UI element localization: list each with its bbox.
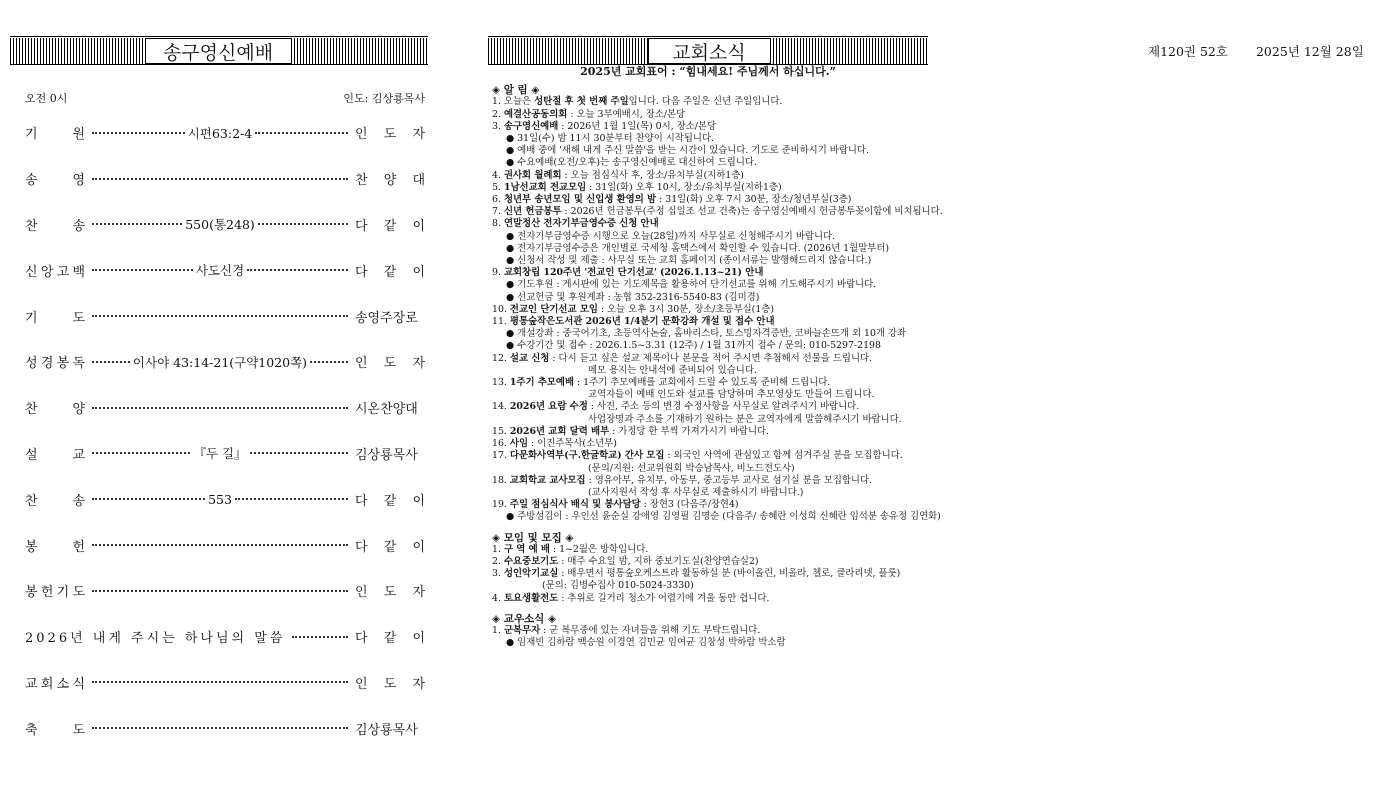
worship-item-detail: 553	[208, 491, 232, 507]
news-item-title: 다문화사역부(구.한글학교) 간사 모집	[509, 450, 665, 462]
news-item-number: 3.	[492, 120, 504, 132]
news-item	[492, 377, 924, 389]
news-item	[492, 109, 924, 121]
news-item	[492, 170, 924, 182]
worship-item-leader: 인 도 자	[355, 585, 425, 601]
worship-item-label: 축 도	[25, 722, 85, 738]
news-item-title: 평통숲작은도서관 2026년 1/4분기 문화강좌 개설 및 접수 안내	[509, 316, 775, 328]
news-item	[492, 316, 924, 328]
news-item	[492, 556, 924, 568]
news-item-number: 10.	[492, 303, 510, 315]
news-item-number: 11.	[492, 316, 510, 328]
news-item	[492, 206, 943, 218]
worship-item-label: 송 영	[25, 173, 85, 189]
worship-row	[25, 110, 425, 156]
news-item-text: : 31일(화) 오후 7시 30분, 장소/청년부실(3층)	[656, 194, 852, 206]
news-item-number: 4.	[492, 592, 504, 604]
worship-item-label: 성 경 봉 독	[25, 356, 85, 372]
news-item-text: : 1주기 추모예배를 교회에서 드릴 수 있도록 준비해 드립니다.	[574, 377, 831, 389]
news-item-title: 구 역 예 배	[503, 543, 550, 555]
worship-item-label: 2026년 내게 주시는 하나님의 말씀	[25, 631, 286, 647]
section-announcements: ◈ 알 림 ◈	[492, 84, 540, 97]
worship-item-label: 봉 헌 기 도	[25, 585, 85, 601]
news-title: 교회소식	[672, 41, 746, 64]
news-item	[492, 304, 924, 316]
news-item-number: 13.	[492, 377, 510, 389]
news-item-text: : 외국인 사역에 관심있고 함께 섬겨주실 분을 모집합니다.	[664, 450, 903, 462]
news-item-text: : 배우면서 평통숲오케스트라 활동하실 분 (바이올린, 비올라, 첼로, 클라리넷, 플룻)	[558, 568, 901, 580]
worship-item-leader: 다 같 이	[355, 218, 425, 234]
worship-item-leader: 김상룡목사	[355, 722, 418, 738]
news-item-text: : 추위로 길거리 청소가 어렵기에 겨울 동안 쉽니다.	[558, 592, 770, 604]
news-item-title: 예결산공동의회	[503, 108, 568, 120]
news-item	[492, 353, 924, 365]
worship-item-detail: 시편63:2-4	[187, 125, 253, 141]
worship-item-label: 신 앙 고 백	[25, 264, 85, 280]
news-item-number: 2.	[492, 555, 504, 567]
news-subitem: ● 예배 중에 '새해 내게 주신 말씀'을 받는 시간이 있습니다. 기도로 준비하시기 바랍니다.	[506, 145, 869, 157]
news-item	[492, 593, 924, 605]
worship-item-label: 찬 송	[25, 493, 85, 509]
worship-title: 송구영신예배	[162, 41, 274, 64]
worship-row	[25, 156, 425, 202]
news-item-text: : 2026년 1월 1일(목) 0시, 장소/본당	[558, 120, 717, 132]
news-item	[492, 121, 924, 133]
news-item	[492, 96, 924, 108]
worship-item-leader: 찬 양 대	[355, 173, 425, 189]
worship-row	[25, 568, 425, 614]
worship-item-detail: 550(통248)	[185, 217, 255, 233]
news-continuation: 메모 용지는 안내석에 준비되어 있습니다.	[588, 364, 757, 376]
news-item	[492, 182, 924, 194]
news-item	[492, 194, 924, 206]
worship-row	[25, 293, 425, 339]
news-item-title: 1남선교회 전교모임	[503, 181, 587, 193]
news-item-title: 주일 점심식사 배식 및 봉사담당	[509, 499, 641, 511]
news-subitem: ● 전자기부금영수증 시행으로 오늘(28일)까지 사무실로 신청해주시기 바랍니다.	[506, 230, 836, 242]
news-item-text: : 이진주목사(소년부)	[528, 438, 617, 450]
news-item-title: 교회창립 120주년 '전교인 단기선교' (2026.1.13~21) 안내	[503, 267, 764, 279]
news-item-title: 2026년 교회 달력 배부	[509, 425, 610, 437]
worship-row	[25, 247, 425, 293]
worship-item-label: 봉 헌	[25, 539, 85, 555]
worship-item-detail: 이사야 43:14-21(구약1020쪽)	[132, 354, 308, 370]
news-subitem: ● 개설강좌 : 중국어기초, 초등역사논술, 홈바리스타, 토스밍자격증반, 코바늘손뜨개 외 10개 강좌	[506, 328, 907, 340]
news-item	[492, 499, 924, 511]
news-subitem: ● 전자기부금영수증은 개인별로 국세청 홈택스에서 확인할 수 있습니다. (2026년 1월말부터)	[506, 242, 890, 254]
news-subitem: ● 수강기간 및 접수 : 2026.1.5~3.31 (12주) / 1월 31까지 접수 / 문의: 010-5297-2198	[506, 340, 881, 352]
worship-row	[25, 431, 425, 477]
news-item-text: : 오늘 오후 3시 30분, 장소/초등부실(1층)	[597, 303, 775, 315]
news-item-number: 19.	[492, 499, 510, 511]
news-item-number: 6.	[492, 194, 504, 206]
news-item-title: 청년부 송년모임 및 신입생 환영의 밤	[503, 194, 657, 206]
worship-row	[25, 705, 425, 751]
bulletin-day: 2025년 12월 28일	[1255, 44, 1364, 59]
worship-item-leader: 다 같 이	[355, 631, 425, 647]
news-continuation: 사업장명과 주소를 기재하기 원하는 분은 교역자에게 말씀해주시기 바랍니다.	[588, 413, 902, 425]
news-item-title: 연말정산 전자기부금영수증 신청 안내	[503, 218, 659, 230]
service-time: 오전 0시	[25, 92, 68, 105]
news-item-text: : 오늘 3부예배시, 장소/본당	[567, 108, 686, 120]
news-continuation: (교사지원서 작성 후 사무실로 제출하시기 바랍니다.)	[588, 486, 804, 498]
news-item-text: : 영유아부, 유치부, 아동부, 중고등부 교사로 섬기실 분을 모집합니다.	[585, 474, 873, 486]
worship-row	[25, 385, 425, 431]
news-continuation: (문의: 김병수집사 010-5024-3330)	[542, 580, 694, 592]
news-item-number: 15.	[492, 425, 510, 437]
news-item	[492, 450, 924, 462]
news-item-number: 4.	[492, 169, 504, 181]
news-item-number: 17.	[492, 450, 510, 462]
worship-row	[25, 339, 425, 385]
news-item-title: 토요생활전도	[503, 592, 559, 604]
news-item-title: 송구영신예배	[503, 120, 559, 132]
section-member-news: ◈ 교우소식 ◈	[492, 612, 557, 625]
section-meetings: ◈ 모임 및 모집 ◈	[492, 531, 574, 544]
news-subitem: ● 31일(수) 밤 11시 30분부터 찬양이 시작됩니다.	[506, 133, 714, 145]
news-item-title: 권사회 월례회	[503, 169, 562, 181]
news-item-number: 8.	[492, 218, 504, 230]
worship-item-leader: 김상룡목사	[355, 447, 418, 463]
worship-row	[25, 522, 425, 568]
worship-item-leader: 송영주장로	[355, 310, 418, 326]
news-item-text: : 매주 수요일 밤, 지하 중보기도실(찬양연습실2)	[558, 555, 759, 567]
news-item-title: 교회학교 교사모집	[509, 474, 586, 486]
church-news	[492, 65, 943, 649]
volume-number: 제120권 52호	[1148, 44, 1228, 59]
news-item-number: 7.	[492, 206, 504, 218]
news-item	[492, 218, 924, 230]
church-motto: 2025년 교회표어 : “힘내세요! 주님께서 하십니다.”	[580, 65, 836, 78]
news-item-number: 2.	[492, 108, 504, 120]
news-item-number: 12.	[492, 352, 510, 364]
news-item-number: 9.	[492, 267, 504, 279]
news-subitem: ● 기도후원 : 게시판에 있는 기도제목을 활용하여 단기선교를 위해 기도해주시기 바랍니다.	[506, 279, 877, 291]
worship-item-label: 찬 양	[25, 402, 85, 418]
news-item	[492, 568, 924, 580]
worship-item-leader: 다 같 이	[355, 539, 425, 555]
news-item-title: 신년 헌금봉투	[503, 206, 562, 218]
worship-item-leader: 다 같 이	[355, 493, 425, 509]
news-item	[492, 475, 924, 487]
news-item	[492, 625, 924, 637]
news-item-text: : 사진, 주소 등의 변경 수정사항을 사무실로 알려주시기 바랍니다.	[587, 401, 860, 413]
news-item-number: 14.	[492, 401, 510, 413]
worship-item-detail: 『두 길』	[193, 446, 247, 462]
news-item-number: 1. 오늘은	[492, 96, 535, 108]
news-item-text: : 다시 듣고 싶은 설교 제목이나 본문을 적어 주시면 추첨해서 선물을 드립니다.	[549, 352, 873, 364]
worship-item-label: 설 교	[25, 447, 85, 463]
news-item-number: 1.	[492, 543, 504, 555]
worship-row	[25, 476, 425, 522]
news-item-title: 군복무자	[503, 624, 541, 636]
news-item-text: : 1~2월은 방학입니다.	[549, 543, 649, 555]
news-item	[492, 401, 924, 413]
worship-item-detail: 사도신경	[195, 263, 245, 279]
news-subitem: ● 주방섬김이 : 우인선 윤순실 강애영 김영필 김명순 (다음주/ 송혜란 이성희 신혜란 임석분 송유정 김연화)	[506, 511, 941, 523]
news-item-title: 전교인 단기선교 모임	[509, 303, 598, 315]
worship-item-leader: 다 같 이	[355, 264, 425, 280]
news-item-text: : 가정당 한 부씩 가져가시기 바랍니다.	[609, 425, 770, 437]
worship-item-label: 기 원	[25, 127, 85, 143]
order-of-worship	[25, 70, 425, 751]
news-item	[492, 544, 924, 556]
news-subitem: ● 신청서 작성 및 제출 : 사무실 또는 교회 홈페이지 (종이서류는 발행해드리지 않습니다.)	[506, 255, 872, 267]
news-item-number: 18.	[492, 474, 510, 486]
news-item-text: : 장현3 (다음주/장현4)	[640, 499, 739, 511]
news-item-title: 1주기 추모예배	[509, 377, 575, 389]
news-item-title: 설교 신청	[509, 352, 550, 364]
news-item-title: 성탄절 후 첫 번째 주일	[534, 96, 629, 108]
news-item-text: 입니다. 다음 주일은 신년 주일입니다.	[628, 96, 783, 108]
news-subitem: ● 수요예배(오전/오후)는 송구영신예배로 대신하여 드립니다.	[506, 157, 757, 169]
news-item-text: : 2026년 헌금봉투(주정 십일조 선교 건축)는 송구영신예배시 헌금봉투꽂이함에 비치됩니다.	[561, 206, 943, 218]
presider: 인도: 김상룡목사	[343, 92, 425, 105]
news-item-title: 사임	[509, 438, 529, 450]
news-subitem: ● 임재빈 김하람 백승원 이경연 김민균 임여균 김창성 박하람 박소람	[506, 637, 786, 649]
news-item-text: : 오늘 점심식사 후, 장소/유치부실(지하1층)	[561, 169, 744, 181]
news-item-number: 1.	[492, 624, 504, 636]
news-item-number: 3.	[492, 568, 504, 580]
bulletin-date	[1148, 42, 1364, 60]
news-continuation: 교역자들이 예배 인도와 설교를 담당하며 추모영상도 만들어 드립니다.	[588, 389, 875, 401]
worship-item-leader: 인 도 자	[355, 356, 425, 372]
news-item	[492, 426, 924, 438]
worship-item-leader: 인 도 자	[355, 127, 425, 143]
news-subitem: ● 선교헌금 및 후원계좌 : 농협 352-2316-5540-83 (김미경)	[506, 291, 760, 303]
news-continuation: (문의/지원: 선교위원회 박승남목사, 비노드전도사)	[588, 462, 795, 474]
worship-item-label: 찬 송	[25, 218, 85, 234]
worship-row	[25, 202, 425, 248]
news-item-text: : 군 복무중에 있는 자녀들을 위해 기도 부탁드립니다.	[540, 624, 761, 636]
news-item	[492, 267, 924, 279]
news-item-number: 16.	[492, 438, 510, 450]
worship-row	[25, 660, 425, 706]
news-item-title: 성인악기교실	[503, 568, 559, 580]
worship-item-label: 교 회 소 식	[25, 676, 85, 692]
news-item-title: 수요중보기도	[503, 555, 559, 567]
news-item	[492, 438, 924, 450]
worship-item-leader: 인 도 자	[355, 676, 425, 692]
worship-row	[25, 614, 425, 660]
worship-item-label: 기 도	[25, 310, 85, 326]
news-item-number: 5.	[492, 181, 504, 193]
news-item-text: : 31일(화) 오후 10시, 장소/유치부실(지하1층)	[586, 181, 782, 193]
news-item-title: 2026년 요람 수정	[509, 401, 588, 413]
worship-item-leader: 시온찬양대	[355, 402, 418, 418]
